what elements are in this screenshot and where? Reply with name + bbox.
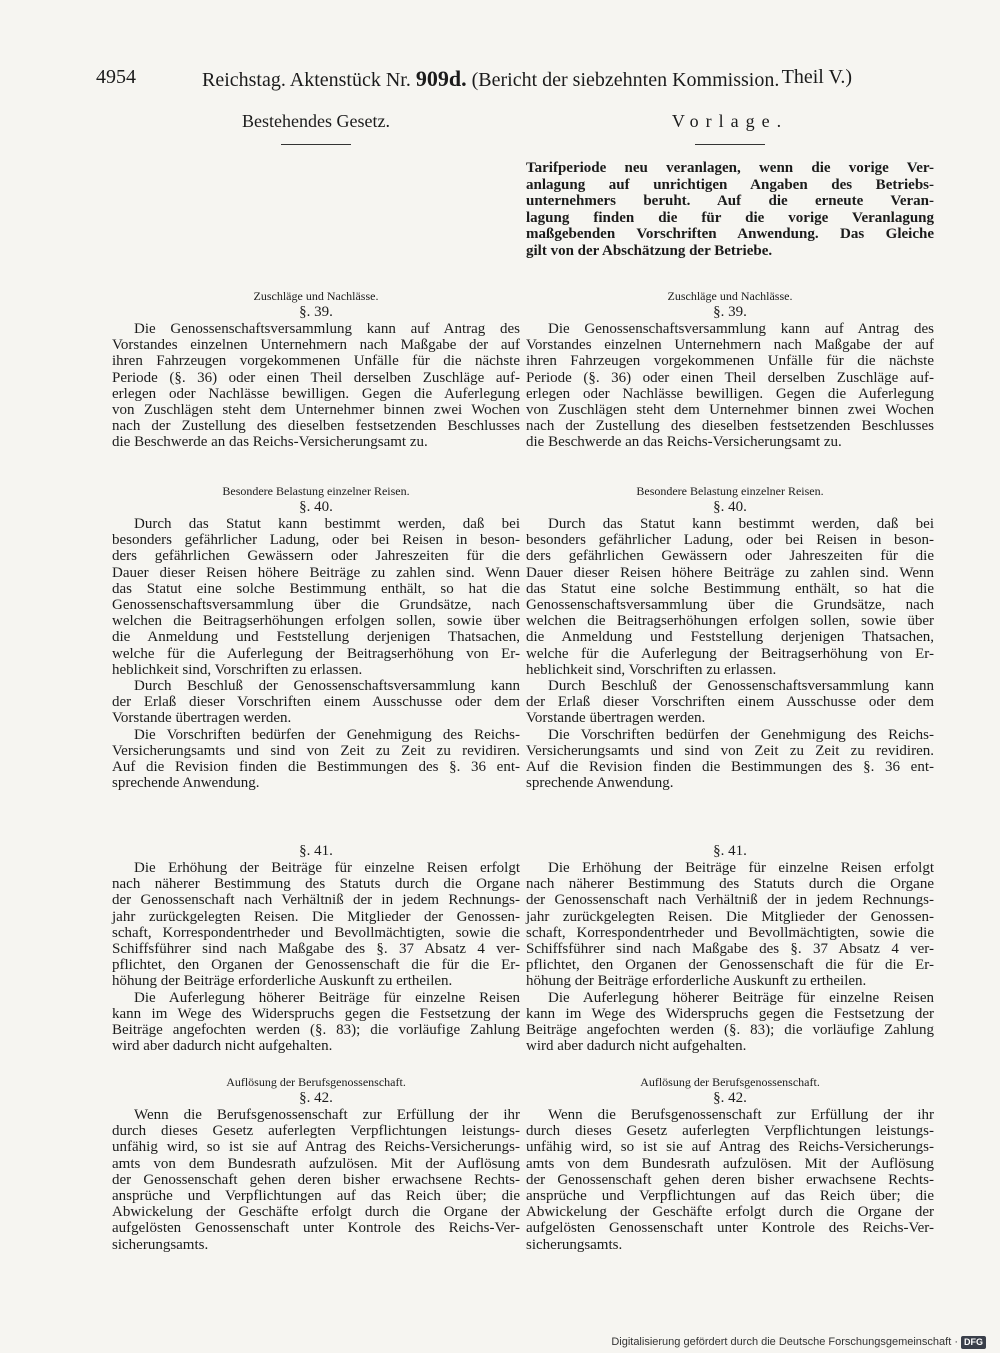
section-body — [112, 321, 520, 451]
text-line: amts von dem Bundesrath aufzulösen. Mit der Auflösung — [112, 1155, 520, 1172]
text-line: aufgelösten Genossenschaft unter Kontrole des Reichs-Ver- — [526, 1220, 934, 1237]
text-line: welche für die Auferlegung der Beitragserhöhung von Er- — [112, 645, 520, 662]
left-column-heading: Bestehendes Gesetz. — [242, 111, 390, 131]
text-line: der Erlaß dieser Vorschriften einem Ausschusse oder dem — [112, 694, 520, 711]
text-line: Abwickelung der Geschäfte erfolgt durch die Organe der — [526, 1204, 934, 1221]
section-39-right — [526, 288, 934, 451]
text-line: der Genossenschaft nach Verhältniß der in jedem Rechnungs- — [112, 892, 520, 909]
section-body — [526, 321, 934, 451]
right-column — [526, 108, 934, 1253]
paragraph-number: §. 40. — [299, 499, 333, 515]
paragraph-number: §. 39. — [299, 304, 333, 320]
text-line: erlegen oder Nachlässe bewilligen. Gegen die Auferlegung — [526, 385, 934, 402]
section-spacer — [526, 827, 934, 843]
section-body — [526, 860, 934, 1054]
section-heading: Besondere Belastung einzelner Reisen. — [636, 484, 824, 498]
text-line: durch dieses Gesetz auferlegten Verpflichtungen leistungs- — [526, 1123, 934, 1140]
section-41-right — [526, 827, 934, 1054]
text-line: höhung der Beiträge erforderliche Auskunft zu ertheilen. — [112, 973, 453, 990]
section-heading: Zuschläge und Nachlässe. — [667, 289, 793, 303]
text-line: unfähig wird, so ist sie auf Antrag des Reichs-Versicherungs- — [112, 1139, 520, 1156]
section-spacer — [112, 827, 520, 843]
text-line: Auf die Revision finden die Bestimmungen des §. 36 ent- — [112, 759, 520, 776]
text-line: Versicherungsamts und sind von Zeit zu Zeit zu revidiren. — [112, 742, 520, 759]
text-line: Beiträge angefochten werden (§. 83); die vorläufige Zahlung — [112, 1022, 520, 1039]
title-number: 909d. — [415, 66, 467, 91]
text-line: Abwickelung der Geschäfte erfolgt durch die Organe der — [112, 1204, 520, 1221]
text-line: Die Auferlegung höherer Beiträge für einzelne Reisen — [134, 989, 520, 1006]
text-line: Schiffsführer sind nach Maßgabe des §. 37 Absatz 4 ver- — [526, 941, 934, 958]
text-line: der Genossenschaft gehen deren bisher erwachsene Rechts- — [526, 1171, 934, 1188]
right-column-heading: Vorlage. — [671, 111, 789, 131]
text-line: Periode (§. 36) oder einen Theil derselben Zuschläge auf- — [526, 369, 934, 386]
text-line: der Erlaß dieser Vorschriften einem Ausschusse oder dem — [526, 694, 934, 711]
text-line: Auf die Revision finden die Bestimmungen des §. 36 ent- — [526, 759, 934, 776]
text-line: der Genossenschaft nach Verhältniß der in jedem Rechnungs- — [526, 892, 934, 909]
continued-paragraph — [526, 160, 934, 259]
text-line: heblichkeit sind, Vorschriften zu erlassen. — [526, 661, 777, 678]
text-line: ihren Fahrzeugen vorgekommenen Unfälle für die nächste — [112, 353, 520, 370]
right-heading-rule — [695, 144, 765, 145]
text-line: ansprüche und Verpflichtungen auf das Reich über; die — [526, 1188, 934, 1205]
text-line: sicherungsamts. — [112, 1236, 209, 1253]
section-body — [112, 860, 520, 1054]
text-line: Genossenschaftsversammlung über die Grundsätze, nach — [112, 597, 520, 614]
text-line: Durch Beschluß der Genossenschaftsversammlung kann — [134, 678, 520, 695]
left-heading-rule — [281, 144, 351, 145]
text-line: wird aber dadurch nicht aufgehalten. — [526, 1038, 747, 1055]
digitization-footer — [606, 1335, 986, 1349]
text-line: das Statut eine solche Bestimmung enthält, so hat die — [112, 580, 520, 597]
text-line: von Zuschlägen steht dem Unternehmer binnen zwei Wochen — [112, 402, 520, 419]
text-line: Die Erhöhung der Beiträge für einzelne Reisen erfolgt — [548, 860, 934, 876]
text-line: Durch das Statut kann bestimmt werden, daß bei — [548, 516, 934, 532]
paragraph-number: §. 40. — [713, 499, 747, 515]
text-line: Die Genossenschaftsversammlung kann auf Antrag des — [548, 321, 934, 337]
text-line: die Anmeldung und Feststellung derjenigen Thatsachen, — [526, 629, 934, 646]
text-line: Vorstandes einzelnen Unternehmern nach Maßgabe der auf — [112, 337, 520, 354]
section-heading: Besondere Belastung einzelner Reisen. — [222, 484, 410, 498]
text-line: Periode (§. 36) oder einen Theil derselben Zuschläge auf- — [112, 369, 520, 386]
paragraph-number: §. 42. — [299, 1090, 333, 1106]
text-line: der Genossenschaft gehen deren bisher erwachsene Rechts- — [112, 1171, 520, 1188]
text-line: Genossenschaftsversammlung über die Grundsätze, nach — [526, 597, 934, 614]
text-line: welchen die Beitragserhöhungen erfolgen sollen, sowie über — [526, 613, 934, 630]
text-line: Dauer dieser Reisen höhere Beiträge zu zahlen sind. Wenn — [112, 564, 520, 581]
text-line: besonders gefährlicher Ladung, oder bei Reisen in beson- — [112, 532, 520, 549]
text-line: nach näherer Bestimmung des Statuts durch die Organe — [526, 876, 934, 893]
text-line: Die Erhöhung der Beiträge für einzelne Reisen erfolgt — [134, 860, 520, 876]
text-line: ders gefährlichen Gewässern oder Jahreszeiten für die — [526, 548, 934, 565]
text-line: Beiträge angefochten werden (§. 83); die vorläufige Zahlung — [526, 1022, 934, 1039]
text-line: aufgelösten Genossenschaft unter Kontrole des Reichs-Ver- — [112, 1220, 520, 1237]
footer-text: Digitalisierung gefördert durch die Deutsche Forschungsgemeinschaft · — [611, 1336, 958, 1348]
text-line: kann im Wege des Widerspruchs gegen die Festsetzung der — [526, 1005, 934, 1022]
text-line: sprechende Anwendung. — [112, 775, 260, 792]
intro-line: gilt von der Abschätzung der Betriebe. — [526, 242, 773, 259]
text-line: höhung der Beiträge erforderliche Auskunft zu ertheilen. — [526, 973, 867, 990]
text-line: Wenn die Berufsgenossenschaft zur Erfüllung der ihr — [548, 1107, 934, 1123]
section-40-left — [112, 483, 520, 791]
text-line: die Anmeldung und Feststellung derjenigen Thatsachen, — [112, 629, 520, 646]
text-line: nach näherer Bestimmung des Statuts durch die Organe — [112, 876, 520, 893]
section-heading: Auflösung der Berufsgenossenschaft. — [640, 1075, 820, 1089]
text-line: Vorstande übertragen werden. — [112, 710, 292, 727]
left-column — [112, 108, 520, 1253]
text-line: welchen die Beitragserhöhungen erfolgen sollen, sowie über — [112, 613, 520, 630]
paragraph-number: §. 39. — [713, 304, 747, 320]
text-line: Vorstandes einzelnen Unternehmern nach Maßgabe der auf — [526, 337, 934, 354]
text-line: welche für die Auferlegung der Beitragserhöhung von Er- — [526, 645, 934, 662]
section-body — [526, 1107, 934, 1253]
text-line: Die Genossenschaftsversammlung kann auf Antrag des — [134, 321, 520, 337]
section-body — [526, 516, 934, 791]
intro-line: anlagung auf unrichtigen Angaben des Betriebs- — [526, 176, 934, 193]
page-header — [96, 66, 852, 90]
text-line: schaft, Korrespondentrheder und Bevollmächtigten, sowie die — [526, 924, 934, 941]
text-line: erlegen oder Nachlässe bewilligen. Gegen die Auferlegung — [112, 385, 520, 402]
text-line: amts von dem Bundesrath aufzulösen. Mit der Auflösung — [526, 1155, 934, 1172]
section-body — [112, 1107, 520, 1253]
text-line: die Beschwerde an das Reichs-Versicherungsamt zu. — [112, 434, 428, 451]
text-line: nach der Zustellung des dieselben festsetzenden Beschlusses — [526, 418, 934, 435]
text-line: Schiffsführer sind nach Maßgabe des §. 37 Absatz 4 ver- — [112, 941, 520, 958]
text-line: Versicherungsamts und sind von Zeit zu Zeit zu revidiren. — [526, 742, 934, 759]
section-heading: Zuschläge und Nachlässe. — [253, 289, 379, 303]
text-line: ders gefährlichen Gewässern oder Jahreszeiten für die — [112, 548, 520, 565]
intro-line: unternehmers beruht. Auf die erneute Veran- — [526, 193, 934, 209]
text-line: pflichtet, den Organen der Genossenschaft die für die Er- — [112, 957, 520, 974]
text-line: die Beschwerde an das Reichs-Versicherungsamt zu. — [526, 434, 842, 451]
part-label: Theil V.) — [781, 66, 852, 88]
text-line: Vorstande übertragen werden. — [526, 710, 706, 727]
text-line: Die Vorschriften bedürfen der Genehmigung des Reichs- — [548, 726, 934, 743]
text-line: Die Vorschriften bedürfen der Genehmigung des Reichs- — [134, 726, 520, 743]
text-line: kann im Wege des Widerspruchs gegen die Festsetzung der — [112, 1005, 520, 1022]
text-line: Durch Beschluß der Genossenschaftsversammlung kann — [548, 678, 934, 695]
text-line: ihren Fahrzeugen vorgekommenen Unfälle für die nächste — [526, 353, 934, 370]
section-heading: Auflösung der Berufsgenossenschaft. — [226, 1075, 406, 1089]
title-prefix: Reichstag. Aktenstück Nr. — [202, 69, 411, 91]
text-line: jahr zurückgelegten Reisen. Die Mitglieder der Genossen- — [112, 908, 520, 925]
text-line: unfähig wird, so ist sie auf Antrag des Reichs-Versicherungs- — [526, 1139, 934, 1156]
text-line: nach der Zustellung des dieselben festsetzenden Beschlusses — [112, 418, 520, 435]
text-line: wird aber dadurch nicht aufgehalten. — [112, 1038, 333, 1055]
section-42-left — [112, 1074, 520, 1253]
text-line: Dauer dieser Reisen höhere Beiträge zu zahlen sind. Wenn — [526, 564, 934, 581]
text-line: Durch das Statut kann bestimmt werden, daß bei — [134, 516, 520, 532]
text-line: heblichkeit sind, Vorschriften zu erlassen. — [112, 661, 363, 678]
text-line: Die Auferlegung höherer Beiträge für einzelne Reisen — [548, 989, 934, 1006]
paragraph-number: §. 41. — [299, 843, 333, 859]
dfg-logo-icon: DFG — [961, 1336, 986, 1349]
intro-line: lagung finden die für die vorige Veranlagung — [526, 209, 934, 226]
section-body — [112, 516, 520, 791]
text-line: besonders gefährlicher Ladung, oder bei Reisen in beson- — [526, 532, 934, 549]
document-title — [202, 66, 779, 92]
text-line: ansprüche und Verpflichtungen auf das Reich über; die — [112, 1188, 520, 1205]
title-suffix: (Bericht der siebzehnten Kommission. — [471, 69, 780, 91]
text-line: pflichtet, den Organen der Genossenschaft die für die Er- — [526, 957, 934, 974]
text-line: jahr zurückgelegten Reisen. Die Mitglieder der Genossen- — [526, 908, 934, 925]
paragraph-number: §. 41. — [713, 843, 747, 859]
text-line: sprechende Anwendung. — [526, 775, 674, 792]
section-40-right — [526, 483, 934, 791]
intro-line: Tarifperiode neu veranlagen, wenn die vorige Ver- — [526, 160, 934, 176]
text-line: Wenn die Berufsgenossenschaft zur Erfüllung der ihr — [134, 1107, 520, 1123]
section-41-left — [112, 827, 520, 1054]
text-line: durch dieses Gesetz auferlegten Verpflichtungen leistungs- — [112, 1123, 520, 1140]
intro-line: maßgebenden Vorschriften Anwendung. Das Gleiche — [526, 226, 934, 242]
section-39-left — [112, 288, 520, 451]
page-number: 4954 — [96, 66, 136, 88]
text-line: sicherungsamts. — [526, 1236, 623, 1253]
section-42-right — [526, 1074, 934, 1253]
text-line: von Zuschlägen steht dem Unternehmer binnen zwei Wochen — [526, 402, 934, 419]
paragraph-number: §. 42. — [713, 1090, 747, 1106]
text-line: schaft, Korrespondentrheder und Bevollmächtigten, sowie die — [112, 924, 520, 941]
text-line: das Statut eine solche Bestimmung enthält, so hat die — [526, 580, 934, 597]
